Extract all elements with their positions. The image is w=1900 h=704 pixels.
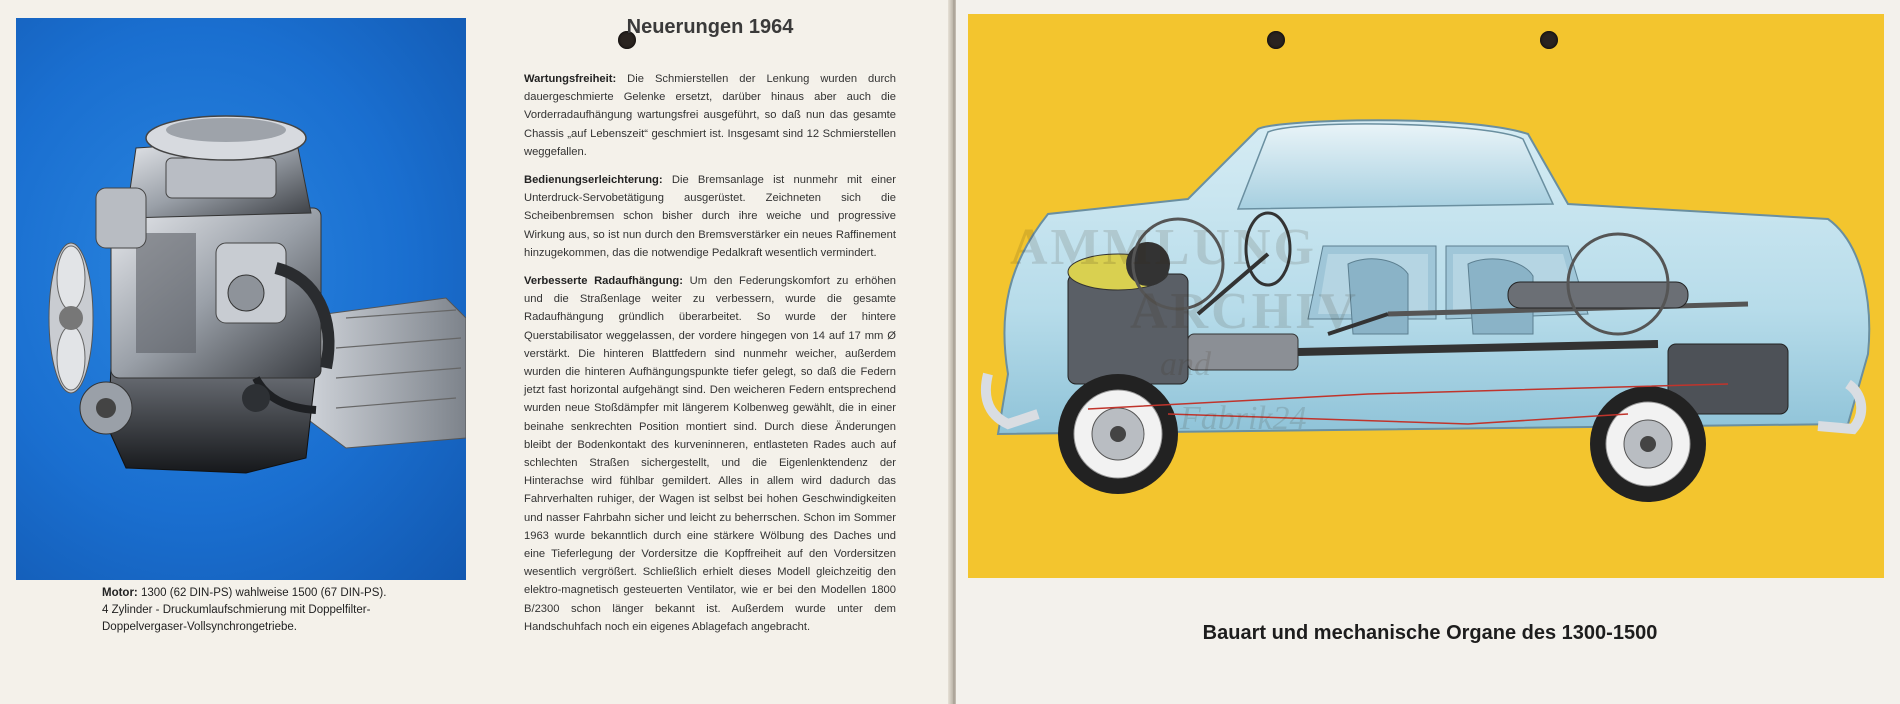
engine-illustration (16, 18, 466, 580)
paragraph-suspension (524, 272, 896, 636)
watermark-line: Fabrik24 (1180, 400, 1307, 437)
engine-caption (102, 585, 392, 636)
paragraph-lead: Verbesserte Radaufhängung: (524, 275, 683, 288)
watermark-line: and (1160, 346, 1211, 383)
watermark-line: AMMLUNG (1010, 219, 1317, 276)
article-title: Neuerungen 1964 (626, 16, 794, 38)
paragraph-text: Die Schmierstellen der Lenkung wurden durch dauergeschmierte Gelenke ersetzt, darüber hinaus aber auch die Vorderradaufhängung wartungsfrei ausgeführt, so daß nun das gesamte Chassis „auf Lebenszeit“ geschmiert ist. Insgesamt sind 12 Schmierstellen weggefallen. (524, 73, 896, 158)
punch-hole-right-2 (1540, 31, 1558, 49)
article-body (524, 70, 896, 646)
right-page (956, 0, 1900, 704)
engine-caption-label: Motor: (102, 587, 138, 599)
rear-wheel (1590, 386, 1706, 502)
paragraph-lead: Bedienungserleichterung: (524, 174, 663, 187)
paragraph-operation (524, 171, 896, 262)
paragraph-text: Um den Federungskomfort zu erhöhen und die Straßenlage weiter zu verbessern, wurde die gesamte Radaufhängung gründlich überarbeitet. So wurde der hintere Querstabilisator weggelassen, der vordere hingegen von 14 auf 17 mm Ø verstärkt. Die hinteren Blattfedern sind nunmehr weicher, außerdem wurden die hinteren Aufhängungspunkte tiefer gelegt, so daß die Federn jetzt fast horizontal aufgehängt sind. Den weicheren Federn entsprechend wurden neue Stoßdämpfer mit längerem Kolbenweg gewählt, die in einer beinahe senkrechten Position montiert sind. Durch diese Änderungen bleibt der Bodenkontakt des kurveninneren, entlasteten Rades auch auf schlechten Straßen sichergestellt, und die Eigenlenktendenz der Hinterachse wird fühlbar gemildert. Alles in allem wird dadurch das Fahrverhalten ruhiger, der Wagen ist selbst bei hohen Geschwindigkeiten und nasser Fahrbahn sicher und leicht zu beherrschen. Schon im Sommer 1963 wurde bekanntlich durch eine stärkere Wölbung des Daches und eine Tieferlegung der Vordersitze die Kopffreiheit auf den Vordersitzen wesentlich vergrößert. Schließlich erhielt dieses Modell gleichzeitig den elektro-magnetisch gesteuerten Ventilator, wie er bei den Modellen 1800 B/2300 schon länger bekannt ist. Außerdem wurde unter dem Handschuhfach noch ein eigenes Ablagefach angebracht. (524, 275, 897, 633)
watermark-line: ARCHIV (1130, 283, 1359, 340)
archive-watermark (1010, 218, 1430, 478)
paragraph-maintenance (524, 70, 896, 161)
paragraph-lead: Wartungsfreiheit: (524, 73, 617, 85)
paragraph-text: Die Bremsanlage ist nunmehr mit einer Unterdruck-Servobetätigung ausgerüstet. Zeichneten sich die Scheibenbremsen schon bisher durch ihre weiche und progressive Wirkung aus, so ist nun durch den Bremsverstärker ein neues Raffinement hinzugekommen, das die notwendige Pedalkraft wesentlich vermindert. (524, 174, 896, 259)
punch-hole-right-1 (1267, 31, 1285, 49)
cutaway-caption: Bauart und mechanische Organe des 1300-1500 (1202, 622, 1658, 644)
engine-caption-text: 1300 (62 DIN-PS) wahlweise 1500 (67 DIN-PS). 4 Zylinder - Druckumlaufschmierung mit Doppelfilter-Doppelvergaser-Vollsynchrongetriebe. (102, 587, 387, 633)
engine-photo (16, 18, 466, 580)
